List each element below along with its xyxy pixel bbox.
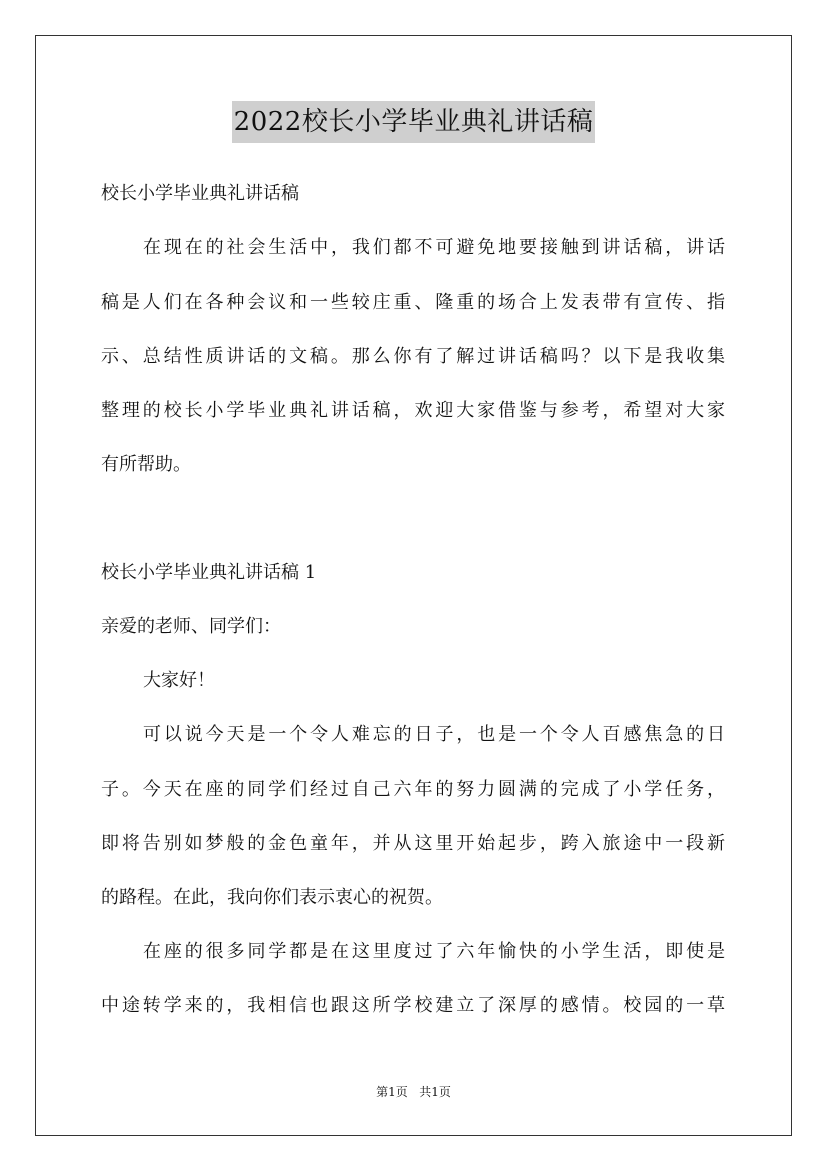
intro-line-5: 有所帮助。: [101, 454, 191, 475]
intro-line-2: 稿是人们在各种会议和一些较庄重、隆重的场合上发表带有宣传、指: [101, 292, 725, 313]
page-footer: 第1页 共1页: [376, 1085, 451, 1099]
section-heading: 校长小学毕业典礼讲话稿 1: [101, 562, 317, 583]
greeting: 大家好！: [143, 670, 215, 691]
title-container: [0, 101, 827, 143]
document-subtitle: 校长小学毕业典礼讲话稿: [101, 183, 299, 204]
para1-line-4: 的路程。在此，我向你们表示衷心的祝贺。: [101, 887, 443, 908]
para1-line-2: 子。今天在座的同学们经过自己六年的努力圆满的完成了小学任务，: [101, 779, 725, 800]
para2-line-1: 在座的很多同学都是在这里度过了六年愉快的小学生活，即使是: [143, 941, 725, 962]
intro-line-1: 在现在的社会生活中，我们都不可避免地要接触到讲话稿，讲话: [143, 237, 725, 258]
para2-line-2: 中途转学来的，我相信也跟这所学校建立了深厚的感情。校园的一草: [101, 995, 725, 1016]
document-title: 2022校长小学毕业典礼讲话稿: [232, 101, 596, 143]
salutation: 亲爱的老师、同学们：: [101, 616, 281, 637]
intro-line-4: 整理的校长小学毕业典礼讲话稿，欢迎大家借鉴与参考，希望对大家: [101, 400, 725, 421]
para1-line-1: 可以说今天是一个令人难忘的日子，也是一个令人百感焦急的日: [143, 724, 725, 745]
para1-line-3: 即将告别如梦般的金色童年，并从这里开始起步，跨入旅途中一段新: [101, 833, 725, 854]
intro-line-3: 示、总结性质讲话的文稿。那么你有了解过讲话稿吗？以下是我收集: [101, 346, 725, 367]
